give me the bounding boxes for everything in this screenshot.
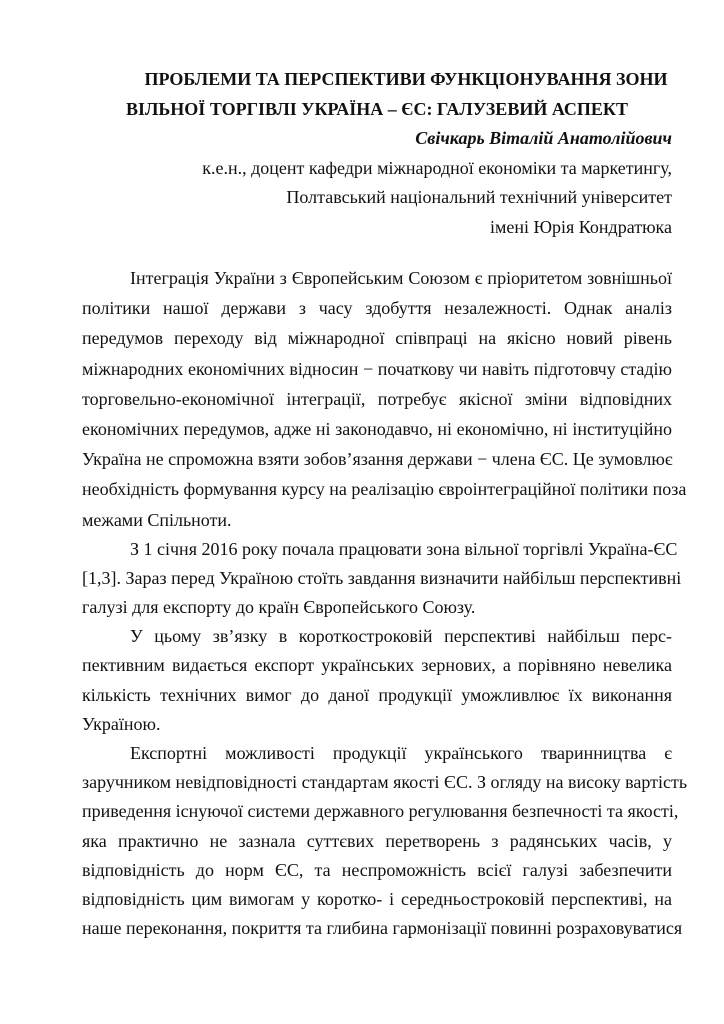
author-name: Свічкарь Віталій Анатолійович xyxy=(415,128,672,148)
paragraph xyxy=(82,739,688,943)
document-header xyxy=(82,65,672,242)
paragraph-line: відповідність цим вимогам у коротко- і середньостроковій перспективі, на xyxy=(82,888,672,909)
paragraph-line: Україна не спроможна взяти зобов’язання держави − члена ЄС. Це зумовлює xyxy=(82,449,673,470)
title-line-1: ПРОБЛЕМИ ТА ПЕРСПЕКТИВИ ФУНКЦІОНУВАННЯ ЗОНИ xyxy=(144,69,668,89)
paragraph-line: Інтеграція України з Європейським Союзом є пріоритетом зовнішньої xyxy=(130,268,672,288)
paragraph-line: наше переконання, покриття та глибина гармонізації повинні розраховуватися xyxy=(82,918,683,939)
author-position: к.е.н., доцент кафедри міжнародної економіки та маркетингу, xyxy=(202,157,672,178)
paragraph-line: міжнародних економічних відносин − початкову чи навіть підготовчу стадію xyxy=(82,358,672,379)
author-affiliation-2: імені Юрія Кондратюка xyxy=(490,216,672,237)
paragraph-line: торговельно-економічної інтеграції, потребує якісної зміни відповідних xyxy=(82,388,672,409)
paragraph xyxy=(82,622,672,739)
paragraph-line: Експортні можливості продукції українського тваринництва є xyxy=(130,743,672,763)
paragraph-line: приведення існуючої системи державного регулювання безпечності та якості, xyxy=(82,801,679,822)
paragraph-line: кількість технічних вимог до даної продукції уможливлює їх виконання xyxy=(82,684,672,705)
paragraph-line: необхідність формування курсу на реалізацію євроінтеграційної політики поза xyxy=(82,479,687,500)
paragraph-line: галузі для експорту до країн Європейського Союзу. xyxy=(82,597,476,618)
paragraph-line: Україною. xyxy=(82,713,161,734)
paragraph xyxy=(82,263,687,535)
paragraph-line: пективним видається експорт українських зернових, а порівняно невелика xyxy=(82,655,672,676)
title-line-2: ВІЛЬНОЇ ТОРГІВЛІ УКРАЇНА – ЄС: ГАЛУЗЕВИЙ АСПЕКТ xyxy=(125,98,628,119)
paragraph-line: межами Спільноти. xyxy=(82,509,232,530)
paragraph-line: [1,3]. Зараз перед Україною стоїть завдання визначити найбільш перспективні xyxy=(82,567,682,588)
paragraph xyxy=(82,535,682,623)
paragraph-line: передумов переходу від міжнародної співпраці на якісно новий рівень xyxy=(82,328,672,349)
paragraph-line: З 1 січня 2016 року почала працювати зона вільної торгівлі Україна-ЄС xyxy=(130,538,678,559)
paragraph-line: відповідність до норм ЄС, та неспроможність всієї галузі забезпечити xyxy=(82,859,672,880)
document-body xyxy=(82,263,688,943)
paragraph-line: заручником невідповідності стандартам якості ЄС. З огляду на високу вартість xyxy=(82,772,688,793)
paragraph-line: яка практично не зазнала суттєвих перетворень з радянських часів, у xyxy=(82,830,672,851)
paragraph-line: У цьому зв’язку в короткостроковій перспективі найбільш перс- xyxy=(130,626,672,647)
paragraph-line: економічних передумов, адже ні законодавчо, ні економічно, ні інституційно xyxy=(82,418,672,439)
paragraph-line: політики нашої держави з часу здобуття незалежності. Однак аналіз xyxy=(82,298,672,319)
author-affiliation-1: Полтавський національний технічний університет xyxy=(286,187,672,207)
